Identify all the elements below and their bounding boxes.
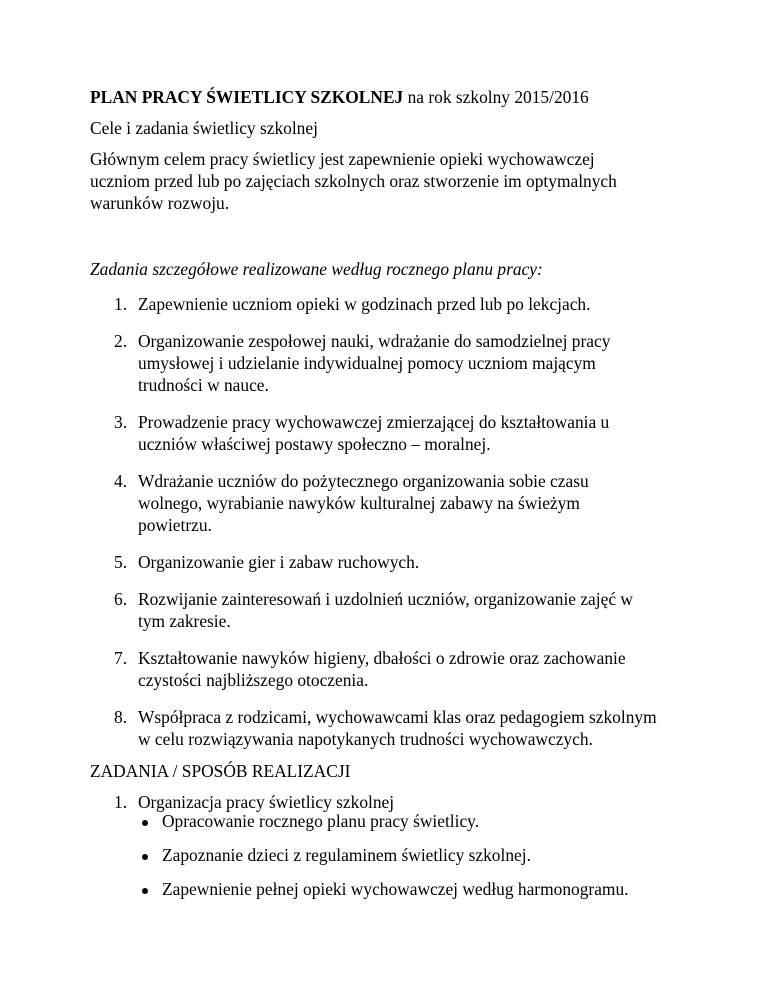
bullet-text: Zapoznanie dzieci z regulaminem świetlicy szkolnej.: [162, 845, 531, 865]
list-item-number: 4.: [114, 471, 128, 491]
bullet-text: Zapewnienie pełnej opieki wychowawczej według harmonogramu.: [162, 879, 629, 899]
list-item-text: Współpraca z rodzicami, wychowawcami klas oraz pedagogiem szkolnym: [138, 707, 657, 727]
list-item-number: 3.: [114, 412, 128, 432]
bullet-dot-icon: [142, 888, 148, 894]
list-item-text: Organizacja pracy świetlicy szkolnej: [138, 792, 395, 812]
list-item-text: w celu rozwiązywania napotykanych trudności wychowawczych.: [138, 729, 593, 749]
list-item-text: Organizowanie zespołowej nauki, wdrażanie do samodzielnej pracy: [138, 331, 611, 351]
list-item-number: 7.: [114, 648, 128, 668]
list-item-text: Kształtowanie nawyków higieny, dbałości o zdrowie oraz zachowanie: [138, 648, 626, 668]
list-item-text: wolnego, wyrabianie nawyków kulturalnej zabawy na świeżym: [138, 493, 580, 513]
detailed-tasks-heading: Zadania szczegółowe realizowane według rocznego planu pracy:: [90, 259, 543, 279]
intro-line: Głównym celem pracy świetlicy jest zapewnienie opieki wychowawczej: [90, 149, 595, 169]
intro-line: uczniom przed lub po zajęciach szkolnych oraz stworzenie im optymalnych: [90, 171, 617, 191]
list-item-number: 1.: [114, 294, 128, 314]
list-item-text: tym zakresie.: [138, 611, 231, 631]
bullet-dot-icon: [142, 820, 148, 826]
list-item-text: uczniów właściwej postawy społeczno – moralnej.: [138, 434, 491, 454]
list-item-text: czystości najbliższego otoczenia.: [138, 670, 369, 690]
list-item-text: Rozwijanie zainteresowań i uzdolnień uczniów, organizowanie zajęć w: [138, 589, 633, 609]
list-item-number: 6.: [114, 589, 128, 609]
bullet-dot-icon: [142, 854, 148, 860]
section-heading: ZADANIA / SPOSÓB REALIZACJI: [90, 761, 351, 781]
title-bold-part: PLAN PRACY ŚWIETLICY SZKOLNEJ: [90, 87, 404, 107]
list-item-number: 5.: [114, 552, 128, 572]
document-title: [90, 86, 589, 109]
list-item-text: Zapewnienie uczniom opieki w godzinach przed lub po lekcjach.: [138, 294, 591, 314]
list-item-text: Organizowanie gier i zabaw ruchowych.: [138, 552, 420, 572]
title-rest-part: na rok szkolny 2015/2016: [403, 87, 589, 107]
list-item-text: powietrzu.: [138, 515, 212, 535]
list-item-text: Prowadzenie pracy wychowawczej zmierzającej do kształtowania u: [138, 412, 610, 432]
list-item-number: 1.: [114, 792, 128, 812]
list-item-text: Wdrażanie uczniów do pożytecznego organizowania sobie czasu: [138, 471, 589, 491]
intro-line: warunków rozwoju.: [90, 193, 230, 213]
bullet-text: Opracowanie rocznego planu pracy świetlicy.: [162, 811, 480, 831]
subtitle: Cele i zadania świetlicy szkolnej: [90, 118, 318, 138]
list-item-number: 8.: [114, 707, 128, 727]
list-item-text: umysłowej i udzielanie indywidualnej pomocy uczniom mającym: [138, 353, 596, 373]
list-item-text: trudności w nauce.: [138, 375, 269, 395]
list-item-number: 2.: [114, 331, 128, 351]
